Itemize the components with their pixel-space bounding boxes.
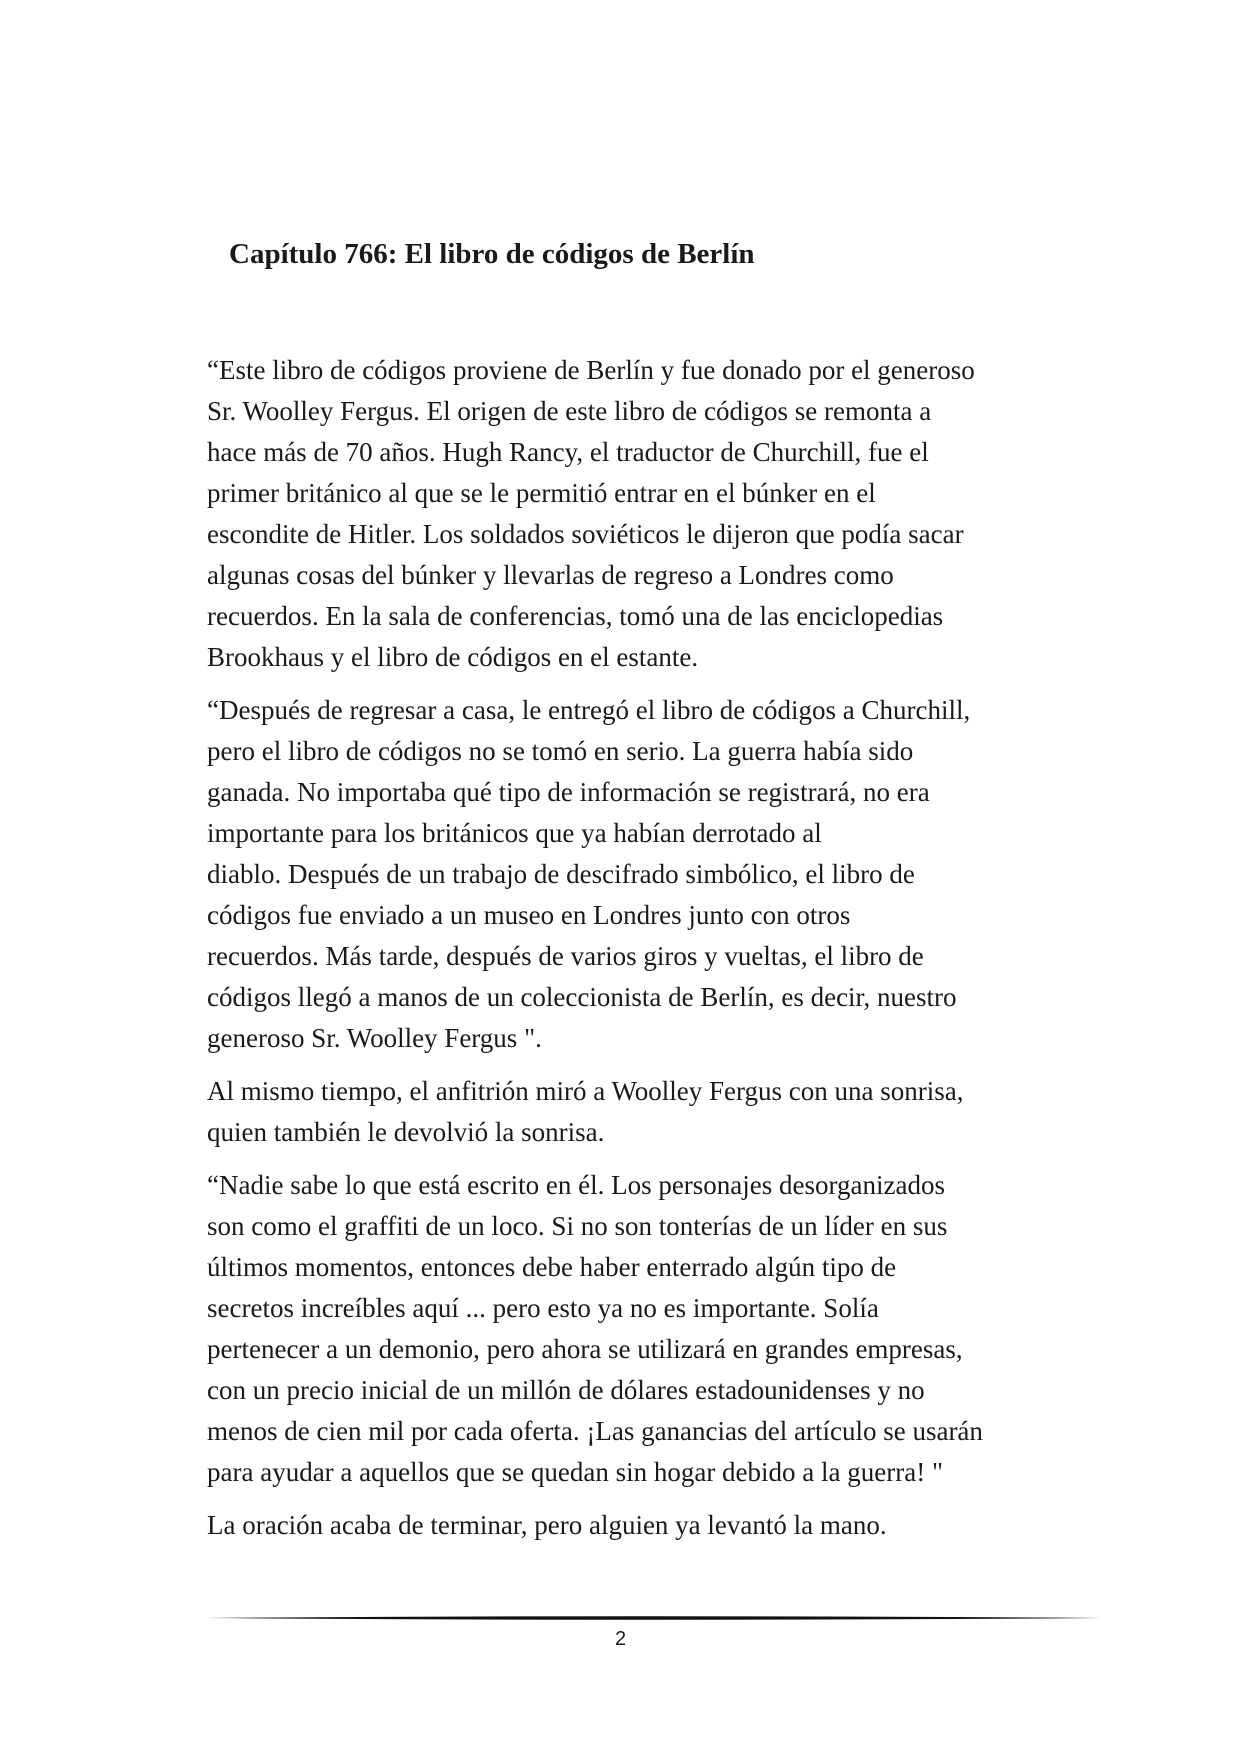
text-line: quien también le devolvió la sonrisa. bbox=[207, 1117, 605, 1147]
text-line: menos de cien mil por cada oferta. ¡Las ganancias del artículo se usarán bbox=[207, 1416, 983, 1446]
paragraph bbox=[207, 350, 1087, 678]
text-line: códigos fue enviado a un museo en Londres junto con otros bbox=[207, 900, 851, 930]
text-line: últimos momentos, entonces debe haber enterrado algún tipo de bbox=[207, 1252, 897, 1282]
text-line: “Nadie sabe lo que está escrito en él. Los personajes desorganizados bbox=[207, 1170, 945, 1200]
text-line: Sr. Woolley Fergus. El origen de este libro de códigos se remonta a bbox=[207, 396, 932, 426]
text-line: “Este libro de códigos proviene de Berlín y fue donado por el generoso bbox=[207, 355, 975, 385]
text-line: para ayudar a aquellos que se quedan sin hogar debido a la guerra! " bbox=[207, 1457, 943, 1487]
footer-divider bbox=[207, 1613, 1102, 1623]
text-line: importante para los británicos que ya habían derrotado al bbox=[207, 818, 822, 848]
chapter-title: Capítulo 766: El libro de códigos de Berlín bbox=[229, 238, 755, 270]
text-line: con un precio inicial de un millón de dólares estadounidenses y no bbox=[207, 1375, 925, 1405]
text-line: “Después de regresar a casa, le entregó el libro de códigos a Churchill, bbox=[207, 695, 971, 725]
paragraph bbox=[207, 1505, 1087, 1546]
text-line: son como el graffiti de un loco. Si no son tonterías de un líder en sus bbox=[207, 1211, 948, 1241]
text-line: códigos llegó a manos de un coleccionista de Berlín, es decir, nuestro bbox=[207, 982, 957, 1012]
paragraph bbox=[207, 1071, 1087, 1153]
text-line: secretos increíbles aquí ... pero esto ya no es importante. Solía bbox=[207, 1293, 879, 1323]
text-line: escondite de Hitler. Los soldados soviéticos le dijeron que podía sacar bbox=[207, 519, 964, 549]
text-line: La oración acaba de terminar, pero alguien ya levantó la mano. bbox=[207, 1510, 887, 1540]
paragraph bbox=[207, 1165, 1087, 1493]
text-line: pero el libro de códigos no se tomó en serio. La guerra había sido bbox=[207, 736, 914, 766]
text-line: generoso Sr. Woolley Fergus ". bbox=[207, 1023, 542, 1053]
text-line: hace más de 70 años. Hugh Rancy, el traductor de Churchill, fue el bbox=[207, 437, 929, 467]
text-line: Brookhaus y el libro de códigos en el estante. bbox=[207, 642, 699, 672]
text-line: ganada. No importaba qué tipo de información se registrará, no era bbox=[207, 777, 930, 807]
page-number: 2 bbox=[614, 1628, 627, 1650]
text-line: algunas cosas del búnker y llevarlas de regreso a Londres como bbox=[207, 560, 894, 590]
text-line: Al mismo tiempo, el anfitrión miró a Woolley Fergus con una sonrisa, bbox=[207, 1076, 964, 1106]
text-line: recuerdos. Más tarde, después de varios giros y vueltas, el libro de bbox=[207, 941, 924, 971]
text-line: recuerdos. En la sala de conferencias, tomó una de las enciclopedias bbox=[207, 601, 944, 631]
body-text bbox=[207, 350, 1087, 1558]
text-line: diablo. Después de un trabajo de descifrado simbólico, el libro de bbox=[207, 859, 915, 889]
text-line: primer británico al que se le permitió entrar en el búnker en el bbox=[207, 478, 876, 508]
paragraph bbox=[207, 690, 1087, 1059]
text-line: pertenecer a un demonio, pero ahora se utilizará en grandes empresas, bbox=[207, 1334, 963, 1364]
